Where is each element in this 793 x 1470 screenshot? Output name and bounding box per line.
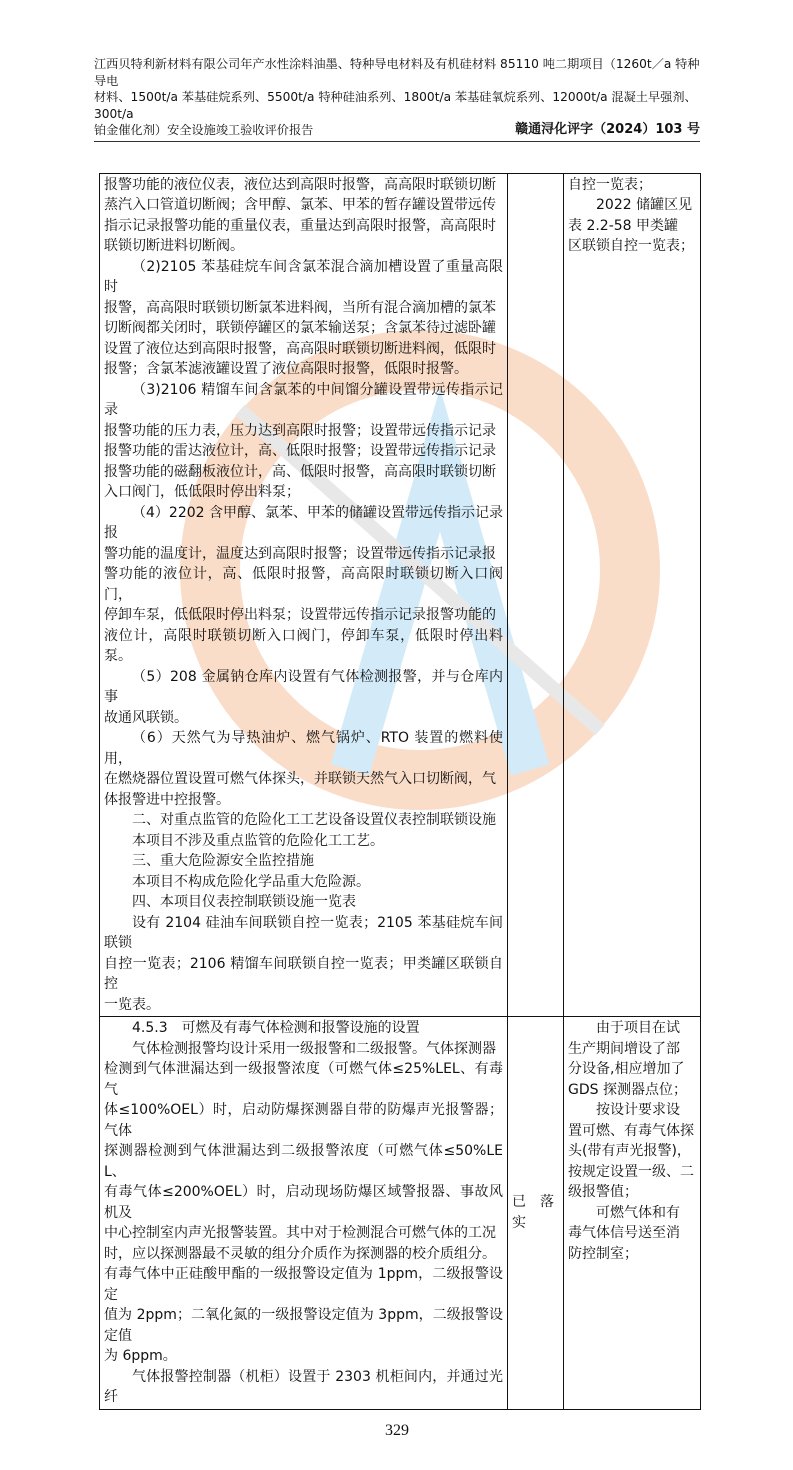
text-line: 有毒气体≤200%OEL）时，启动现场防爆区域警报器、事故风机及 [104, 1184, 503, 1221]
text-line: 为 6ppm。 [104, 1348, 177, 1364]
text-line: 指示记录报警功能的重量仪表，重量达到高限时报警，高高限时 [104, 217, 496, 234]
text-line: 气体报警控制器（机柜）设置于 2303 机柜间内，并通过光纤 [104, 1368, 503, 1405]
page-header [94, 56, 700, 139]
text-line: 报警功能的雷达液位计，高、低限时报警；设置带远传指示记录 [104, 443, 496, 459]
text-line: 表 2.2-58 甲类罐 [568, 217, 679, 234]
text-line: 警功能的液位计，高、低限时报警，高高限时联锁切断入口阀门， [104, 566, 503, 603]
text-line: （3)2106 精馏车间含氯苯的中间馏分罐设置带远传指示记录 [104, 381, 503, 418]
text-line: 本项目不构成危险化学品重大危险源。 [132, 873, 370, 890]
text-line: 体≤100%OEL）时，启动防爆探测器自带的防爆声光报警器；气体 [104, 1102, 503, 1139]
text-line: 联锁切断进料切断阀。 [104, 238, 244, 254]
table-row [100, 173, 701, 1017]
text-line: 按规定设置一级、二 [568, 1163, 694, 1180]
text-line: 有毒气体中正硅酸甲酯的一级报警设定值为 1ppm，二级报警设定 [104, 1266, 503, 1303]
table-row [100, 1017, 701, 1410]
document-code: 赣通浔化评字（2024）103 号 [515, 122, 700, 137]
text-line: 值为 2ppm；二氧化氮的一级报警设定值为 3ppm，二级报警设定值 [104, 1307, 503, 1344]
text-line: （4）2202 含甲醇、氯苯、甲苯的储罐设置带远传指示记录报 [104, 504, 503, 541]
text-line: 置可燃、有毒气体探 [568, 1122, 694, 1139]
text-line: 在燃烧器位置设置可燃气体探头，并联锁天然气入口切断阀，气 [104, 771, 496, 787]
text-line: 报警功能的磁翻板液位计，高、低限时报警，高高限时联锁切断 [104, 463, 496, 480]
text-line: 防控制室； [568, 1245, 638, 1262]
text-line: 中心控制室内声光报警装置。其中对于检测混合可燃气体的工况 [104, 1225, 496, 1241]
text-line: 三、重大危险源安全监控措施 [132, 853, 314, 869]
content-cell [100, 173, 508, 1017]
text-line: 报警，高高限时联锁切断氯苯进料阀，当所有混合滴加槽的氯苯 [104, 299, 496, 316]
text-line: 报警功能的液位仪表，液位达到高限时报警，高高限时联锁切断 [104, 176, 496, 193]
text-line: 由于项目在试 [596, 1020, 680, 1036]
text-line: 入口阀门，低低限时停出料泵； [104, 484, 300, 500]
text-line: 时，应以探测器最不灵敏的组分介质作为探测器的校介质组分。 [104, 1245, 496, 1262]
text-line: 故通风联锁。 [104, 709, 188, 726]
text-line: 检测到气体泄漏达到一级报警浓度（可燃气体≤25%LEL、有毒气 [104, 1061, 503, 1098]
text-line: （5）208 金属钠仓库内设置有气体检测报警，并与仓库内事 [104, 668, 503, 705]
text-line: 蒸汽入口管道切断阀；含甲醇、氯苯、甲苯的暂存罐设置带远传 [104, 197, 496, 213]
text-line: 一览表。 [104, 996, 160, 1013]
text-line: 自控一览表； [568, 176, 652, 193]
text-line: 毒气体信号送至消 [568, 1225, 680, 1241]
content-cell [100, 1017, 508, 1410]
text-line: 停卸车泵，低低限时停出料泵；设置带远传指示记录报警功能的 [104, 607, 496, 623]
text-line: 报警功能的压力表，压力达到高限时报警；设置带远传指示记录 [104, 422, 496, 439]
text-line: 级报警值； [568, 1184, 638, 1200]
text-line: 本项目不涉及重点监管的危险化工工艺。 [132, 832, 384, 849]
text-line: 按设计要求设 [596, 1102, 680, 1118]
page-number: 329 [385, 1421, 409, 1439]
text-line: 四、本项目仪表控制联锁设施一览表 [132, 894, 356, 910]
remark-cell [564, 1017, 701, 1410]
text-line: 生产期间增设了部 [568, 1040, 680, 1057]
header-divider [94, 141, 700, 142]
text-line: 自控一览表；2106 精馏车间联锁自控一览表；甲类罐区联锁自控 [104, 955, 503, 992]
text-line: （2)2105 苯基硅烷车间含氯苯混合滴加槽设置了重量高限时 [104, 258, 503, 295]
text-line: 2022 储罐区见 [596, 197, 693, 213]
evaluation-table [99, 173, 701, 1410]
header-line: 铂金催化剂）安全设施竣工验收评价报告 [94, 123, 314, 137]
text-line: 4.5.3 可燃及有毒气体检测和报警设施的设置 [132, 1020, 420, 1036]
status-cell: 已 落实 [508, 1017, 564, 1410]
text-line: 头(带有声光报警)， [568, 1143, 691, 1159]
text-line: 二、对重点监管的危险化工工艺设备设置仪表控制联锁设施 [132, 812, 496, 828]
text-line: （6）天然气为导热油炉、燃气锅炉、RTO 装置的燃料使用， [104, 730, 503, 767]
text-line: 液位计，高限时联锁切断入口阀门，停卸车泵，低限时停出料泵。 [104, 627, 503, 664]
text-line: 分设备,相应增加了 [568, 1061, 685, 1077]
header-line: 材料、1500t/a 苯基硅烷系列、5500t/a 特种硅油系列、1800t/a 苯基硅氧烷系列、12000t/a 混凝土早强剂、300t/a [94, 90, 697, 121]
text-line: 气体检测报警均设计采用一级报警和二级报警。气体探测器 [132, 1040, 496, 1057]
text-line: 切断阀都关闭时，联锁停罐区的氯苯输送泵；含氯苯待过滤卧罐 [104, 320, 496, 336]
text-line: 探测器检测到气体泄漏达到二级报警浓度（可燃气体≤50%LEL、 [104, 1143, 503, 1180]
text-line: 区联锁自控一览表； [568, 238, 694, 254]
text-line: 设置了液位达到高限时报警，高高限时联锁切断进料阀，低限时 [104, 340, 496, 357]
text-line: 警功能的温度计，温度达到高限时报警；设置带远传指示记录报 [104, 545, 496, 562]
text-line: GDS 探测器点位； [568, 1081, 687, 1098]
text-line: 报警；含氯苯滤液罐设置了液位高限时报警，低限时报警。 [104, 361, 468, 377]
header-line: 江西贝特利新材料有限公司年产水性涂料油墨、特种导电材料及有机硅材料 85110 吨二期项目（1260t／a 特种导电 [94, 57, 700, 88]
text-line: 设有 2104 硅油车间联锁自控一览表；2105 苯基硅烷车间联锁 [104, 914, 503, 951]
status-cell [508, 173, 564, 1017]
remark-cell [564, 173, 701, 1017]
text-line: 可燃气体和有 [596, 1204, 680, 1221]
text-line: 体报警进中控报警。 [104, 791, 230, 808]
